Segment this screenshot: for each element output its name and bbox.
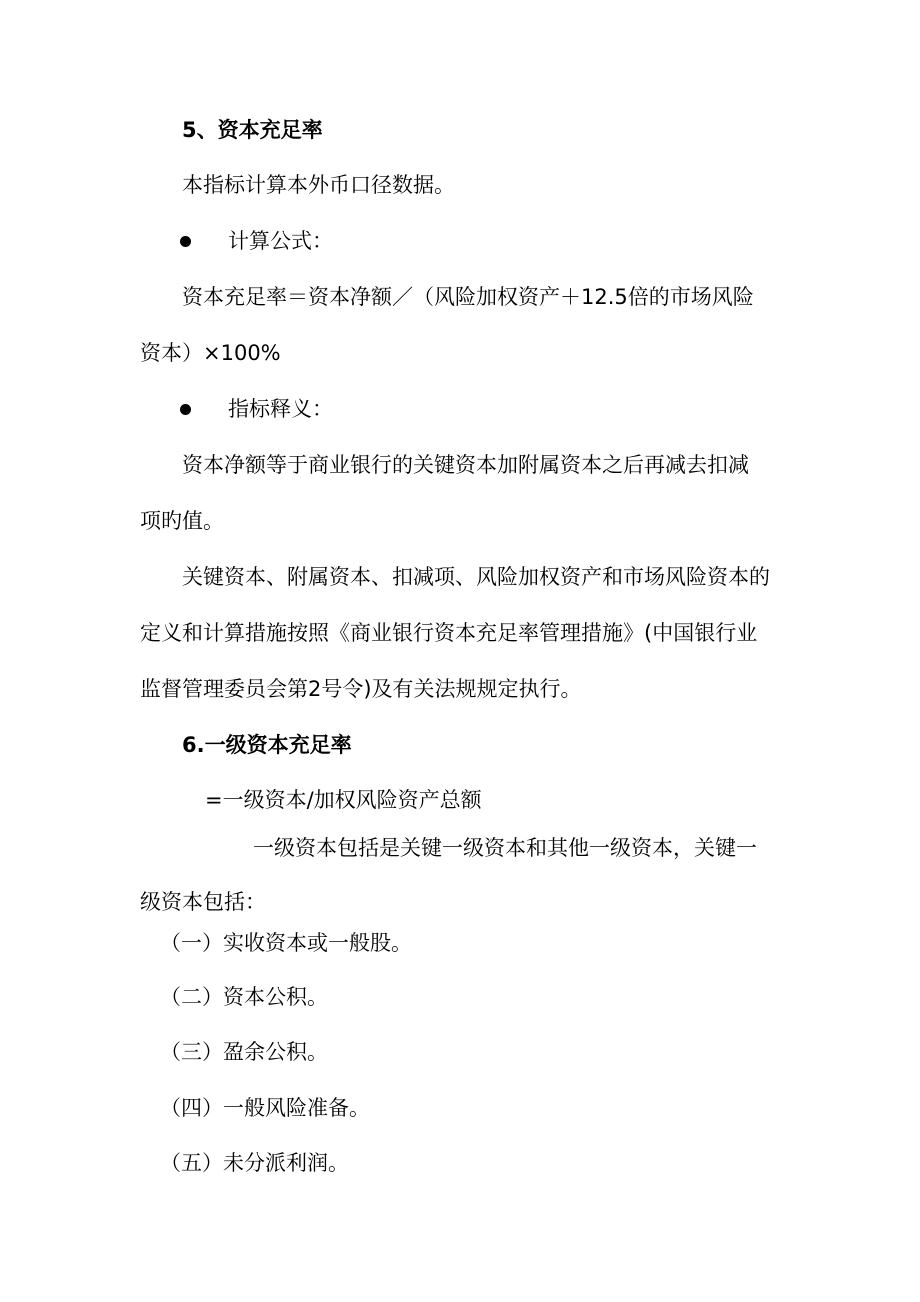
definition-paragraph2-line3: 监督管理委员会第2号令)及有关法规规定执行。: [140, 677, 582, 701]
section6-intro-line2: 级资本包括：: [140, 890, 266, 914]
definition-paragraph1-line1: 资本净额等于商业银行的关键资本加附属资本之后再减去扣减: [182, 453, 749, 477]
bullet-icon: [180, 236, 191, 247]
list-item: （二）资本公积。: [160, 985, 328, 1009]
list-item: （五）未分派利润。: [160, 1151, 349, 1175]
definition-paragraph1-line2: 项旳值。: [140, 509, 224, 533]
definition-label: 指标释义：: [228, 397, 333, 421]
section5-heading: 5、资本充足率: [182, 118, 323, 142]
definition-paragraph2-line2: 定义和计算措施按照《商业银行资本充足率管理措施》(中国银行业: [140, 621, 758, 645]
section6-formula: =一级资本/加权风险资产总额: [205, 788, 482, 812]
list-item: （三）盈余公积。: [160, 1040, 328, 1064]
scope-text: 本指标计算本外币口径数据。: [182, 173, 455, 197]
section6-intro-line1: 一级资本包括是关键一级资本和其他一级资本，关键一: [253, 836, 757, 860]
definition-paragraph2-line1: 关键资本、附属资本、扣减项、风险加权资产和市场风险资本的: [182, 565, 770, 589]
list-item: （四）一般风险准备。: [160, 1096, 370, 1120]
formula-label: 计算公式：: [228, 229, 333, 253]
list-item: （一）实收资本或一般股。: [160, 931, 412, 955]
formula-line1: 资本充足率＝资本净额／（风险加权资产＋12.5倍的市场风险: [182, 285, 754, 309]
section6-heading: 6.一级资本充足率: [182, 733, 352, 757]
formula-line2: 资本）×100%: [140, 341, 281, 365]
bullet-icon: [180, 404, 191, 415]
